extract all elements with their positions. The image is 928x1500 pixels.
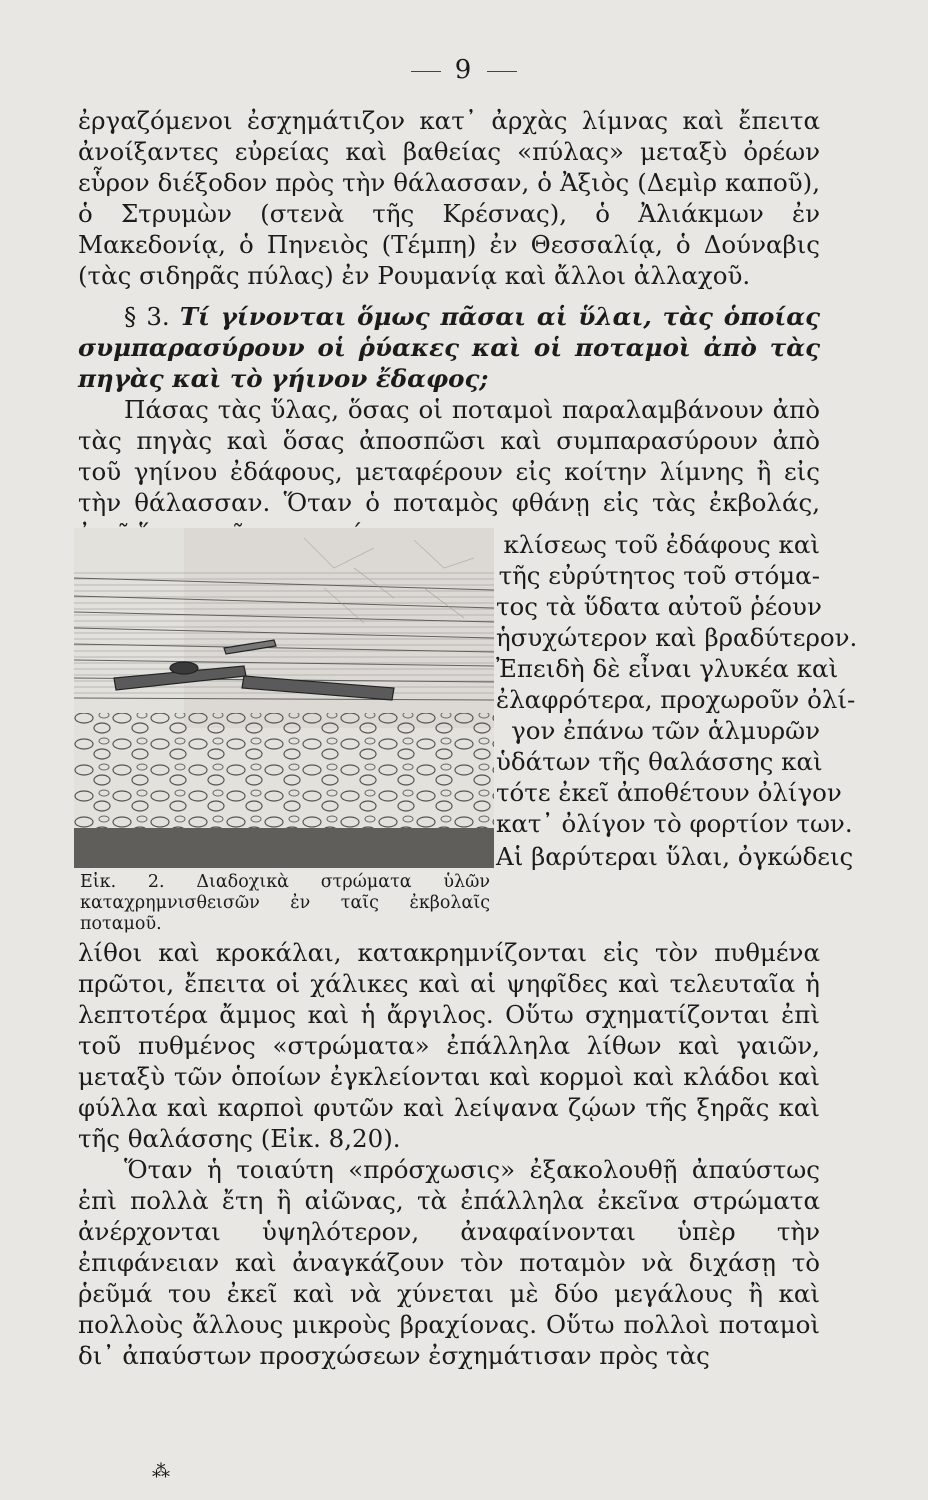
side-line: Ἐπειδὴ δὲ εἶναι γλυκέα καὶ [496, 654, 839, 683]
footer-mark: ⁂ [152, 1461, 170, 1482]
section-heading [78, 301, 820, 394]
side-line: κατ᾽ ὀλίγον τὸ φορτίον των. [496, 809, 853, 838]
side-line: τότε ἐκεῖ ἀποθέτουν ὀλίγον [496, 778, 842, 807]
paragraph-intro-block [78, 105, 820, 549]
side-column-text [496, 529, 858, 872]
page-number [0, 55, 928, 85]
page-number-dash-right [487, 71, 517, 72]
side-line: κλίσεως τοῦ ἐδάφους καὶ [503, 530, 820, 559]
side-line: τος τὰ ὕδατα αὐτοῦ ῥέουν [496, 592, 822, 621]
paragraph-deposition: Ὅταν ἡ τοιαύτη «πρόσχωσις» ἐξακολουθῇ ἀπαύστως ἐπὶ πολλὰ ἔτη ἢ αἰῶνας, τὰ ἐπάλληλα ἐκεῖνα στρώματα ἀνέρχονται ὑψηλότερον, ἀναφαίνονται ὑπὲρ τὴν ἐπιφάνειαν καὶ ἀναγκάζουν τὸν ποταμὸν νὰ διχάσῃ τὸ ῥεῦμά του ἐκεῖ καὶ νὰ χύνεται μὲ δύο μεγάλους ἢ καὶ πολλοὺς ἄλλους μικροὺς βραχίονας. Οὕτω πολλοὶ ποταμοὶ δι᾽ ἀπαύστων προσχώσεων ἐσχημάτισαν πρὸς τὰς [78, 1155, 820, 1370]
side-line: ἐλαφρότερα, προχωροῦν ὀλί- [496, 685, 856, 714]
figure-river-sediment-layers [74, 528, 494, 868]
page-number-text: 9 [454, 55, 474, 85]
paragraph-heavy-rest: λίθοι καὶ κροκάλαι, κατακρημνίζονται εἰς τὸν πυθμένα πρῶτοι, ἔπειτα οἱ χάλικες καὶ αἱ ψηφῖδες καὶ τελευταῖα ἡ λεπτοτέρα ἄμμος καὶ ἡ ἄργιλος. Οὕτω σχηματίζονται ἐπὶ τοῦ πυθμένος «στρώματα» ἐπάλληλα λίθων καὶ γαιῶν, μεταξὺ τῶν ὁποίων ἐγκλείονται καὶ κορμοὶ καὶ κλάδοι καὶ φύλλα καὶ καρποὶ φυτῶν καὶ λείψανα ζῴων τῆς ξηρᾶς καὶ τῆς θαλάσσης (Εἰκ. 8,20). [78, 938, 820, 1153]
page-number-dash-left [411, 71, 441, 72]
figure-caption: Εἰκ. 2. Διαδοχικὰ στρώματα ὑλῶν καταχρημνισθεισῶν ἐν ταῖς ἐκβολαῖς ποταμοῦ. [80, 872, 490, 934]
side-line: τῆς εὐρύτητος τοῦ στόμα- [498, 561, 820, 590]
figure-pebble-layer [74, 713, 494, 828]
paragraph-lower-block [78, 937, 820, 1371]
side-line: γον ἐπάνω τῶν ἁλμυρῶν [511, 716, 820, 745]
section-number: § 3. [124, 302, 170, 331]
paragraph-intro: ἐργαζόμενοι ἐσχημάτιζον κατ᾽ ἀρχὰς λίμνας καὶ ἔπειτα ἀνοίξαντες εὐρείας καὶ βαθείας «πύλας» μεταξὺ ὀρέων εὗρον διέξοδον πρὸς τὴν θάλασσαν, ὁ Ἀξιὸς (Δεμὶρ καποῦ), ὁ Στρυμὼν (στενὰ τῆς Κρέσνας), ὁ Ἀλιάκμων ἐν Μακεδονίᾳ, ὁ Πηνειὸς (Τέμπη) ἐν Θεσσαλίᾳ, ὁ Δούναβις (τὰς σιδηρᾶς πύλας) ἐν Ρουμανίᾳ καὶ ἄλλοι ἀλλαχοῦ. [78, 106, 820, 290]
paragraph-heavy-start: Αἱ βαρύτεραι ὕλαι, ὀγκώδεις [496, 842, 854, 871]
section-title: Τί γίνονται ὅμως πᾶσαι αἱ ὕλαι, τὰς ὁποίας συμπαρασύρουν οἱ ῥύακες καὶ οἱ ποταμοὶ ἀπὸ τὰς πηγὰς καὶ τὸ γήινον ἔδαφος; [78, 302, 820, 393]
figure-illustration [74, 528, 494, 868]
paragraph-sediments: Πάσας τὰς ὕλας, ὅσας οἱ ποταμοὶ παραλαμβάνουν ἀπὸ τὰς πηγὰς καὶ ὅσας ἀποσπῶσι καὶ συμπαρασύρουν ἀπὸ τοῦ γηίνου ἐδάφους, μεταφέρουν εἰς κοίτην λίμνης ἢ εἰς τὴν θάλασσαν. Ὅταν ὁ ποταμὸς φθάνῃ εἰς τὰς ἐκβολάς, [78, 395, 820, 517]
side-line: ἡσυχώτερον καὶ βραδύτερον. [496, 623, 858, 652]
side-line: ὑδάτων τῆς θαλάσσης καὶ [496, 747, 823, 776]
figure-bedrock [74, 828, 494, 868]
